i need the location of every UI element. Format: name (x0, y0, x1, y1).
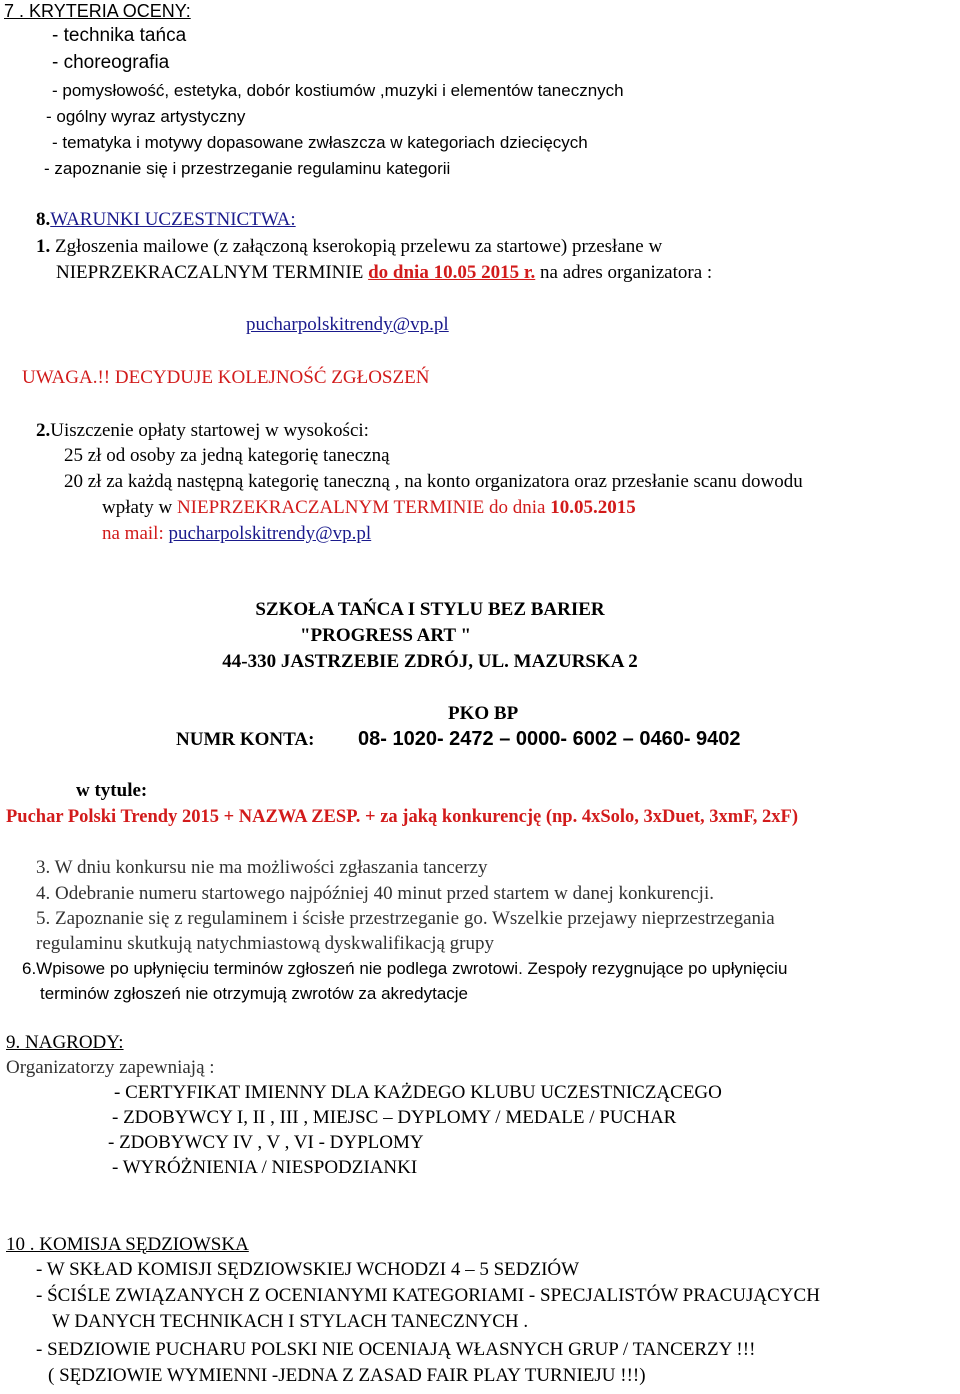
fee-line-2: 20 zł za każdą następną kategorię taneczną , na konto organizatora oraz przesłanie scanu dowodu (64, 471, 803, 492)
jury-line: - ŚCIŚLE ZWIĄZANYCH Z OCENIANYMI KATEGORIAMI - SPECJALISTÓW PRACUJĄCYCH (36, 1285, 820, 1306)
rule-4: 4. Odebranie numeru startowego najpóźniej 40 minut przed startem w danej konkurencji. (36, 883, 714, 904)
criteria-item: - ogólny wyraz artystyczny (46, 107, 246, 126)
registration-rule-2: 2.Uiszczenie opłaty startowej w wysokości: (36, 420, 369, 441)
school-address: 44-330 JASTRZEBIE ZDRÓJ, UL. MAZURSKA 2 (222, 651, 638, 672)
prize-item: - CERTYFIKAT IMIENNY DLA KAŻDEGO KLUBU UCZESTNICZĄCEGO (114, 1082, 722, 1103)
section-7-heading: 7 . KRYTERIA OCENY: (4, 1, 191, 21)
fee-deadline: wpłaty w NIEPRZEKRACZALNYM TERMINIE do dnia 10.05.2015 (102, 497, 636, 518)
section-8-heading: 8.WARUNKI UCZESTNICTWA: (36, 209, 296, 230)
bank-name: PKO BP (448, 703, 519, 724)
prize-item: - ZDOBYWCY IV , V , VI - DYPLOMY (108, 1132, 424, 1153)
fee-mail: na mail: pucharpolskitrendy@vp.pl (102, 523, 372, 544)
warning-text: UWAGA.!! DECYDUJE KOLEJNOŚĆ ZGŁOSZEŃ (22, 367, 430, 388)
criteria-item: - choreografia (52, 52, 170, 73)
rule-6: 6.Wpisowe po upłynięciu terminów zgłoszeń nie podlega zwrotowi. Zespoły rezygnujące po upłynięciu (22, 959, 788, 978)
email-link[interactable]: pucharpolskitrendy@vp.pl (246, 314, 449, 335)
school-brand: "PROGRESS ART " (300, 625, 472, 646)
school-name: SZKOŁA TAŃCA I STYLU BEZ BARIER (255, 599, 605, 620)
jury-line: ( SĘDZIOWIE WYMIENNI -JEDNA Z ZASAD FAIR PLAY TURNIEJU !!!) (48, 1365, 646, 1386)
rule-3: 3. W dniu konkursu nie ma możliwości zgłaszania tancerzy (36, 857, 488, 878)
email-link[interactable]: pucharpolskitrendy@vp.pl (168, 523, 372, 544)
criteria-item: - zapoznanie się i przestrzeganie regulaminu kategorii (44, 159, 451, 178)
registration-rule-1: 1. Zgłoszenia mailowe (z załączoną kserokopią przelewu za startowe) przesłane w (36, 236, 663, 257)
prize-item: - ZDOBYWCY I, II , III , MIEJSC – DYPLOMY / MEDALE / PUCHAR (112, 1107, 677, 1128)
title-label: w tytule: (76, 780, 148, 801)
prize-item: - WYRÓŻNIENIA / NIESPODZIANKI (112, 1157, 418, 1178)
rule-5-cont: regulaminu skutkują natychmiastową dyskwalifikacją grupy (36, 933, 494, 954)
account-number: 08- 1020- 2472 – 0000- 6002 – 0460- 9402 (358, 728, 741, 750)
jury-line: - W SKŁAD KOMISJI SĘDZIOWSKIEJ WCHODZI 4 – 5 SEDZIÓW (36, 1259, 580, 1280)
jury-line: W DANYCH TECHNIKACH I STYLACH TANECZNYCH . (52, 1311, 529, 1332)
fee-line-1: 25 zł od osoby za jedną kategorię taneczną (64, 445, 390, 466)
rule-5: 5. Zapoznanie się z regulaminem i ścisłe przestrzeganie go. Wszelkie przejawy nieprzestrzegania (36, 908, 775, 929)
section-10-heading: 10 . KOMISJA SĘDZIOWSKA (6, 1234, 249, 1255)
criteria-item: - technika tańca (52, 25, 187, 46)
transfer-title: Puchar Polski Trendy 2015 + NAZWA ZESP. + za jaką konkurencję (np. 4xSolo, 3xDuet, 3xmF, 2xF) (6, 807, 799, 827)
criteria-item: - tematyka i motywy dopasowane zwłaszcza w kategoriach dziecięcych (52, 133, 588, 152)
jury-line: - SEDZIOWIE PUCHARU POLSKI NIE OCENIAJĄ WŁASNYCH GRUP / TANCERZY !!! (36, 1339, 756, 1360)
organizer-email (246, 314, 449, 336)
account-label: NUMR KONTA: (176, 729, 315, 750)
prizes-intro: Organizatorzy zapewniają : (6, 1057, 215, 1078)
section-9-heading: 9. NAGRODY: (6, 1032, 124, 1053)
registration-deadline: NIEPRZEKRACZALNYM TERMINIE do dnia 10.05 2015 r. na adres organizatora : (56, 262, 713, 283)
rule-6-cont: terminów zgłoszeń nie otrzymują zwrotów za akredytacje (40, 984, 469, 1003)
criteria-item: - pomysłowość, estetyka, dobór kostiumów ,muzyki i elementów tanecznych (52, 81, 624, 100)
